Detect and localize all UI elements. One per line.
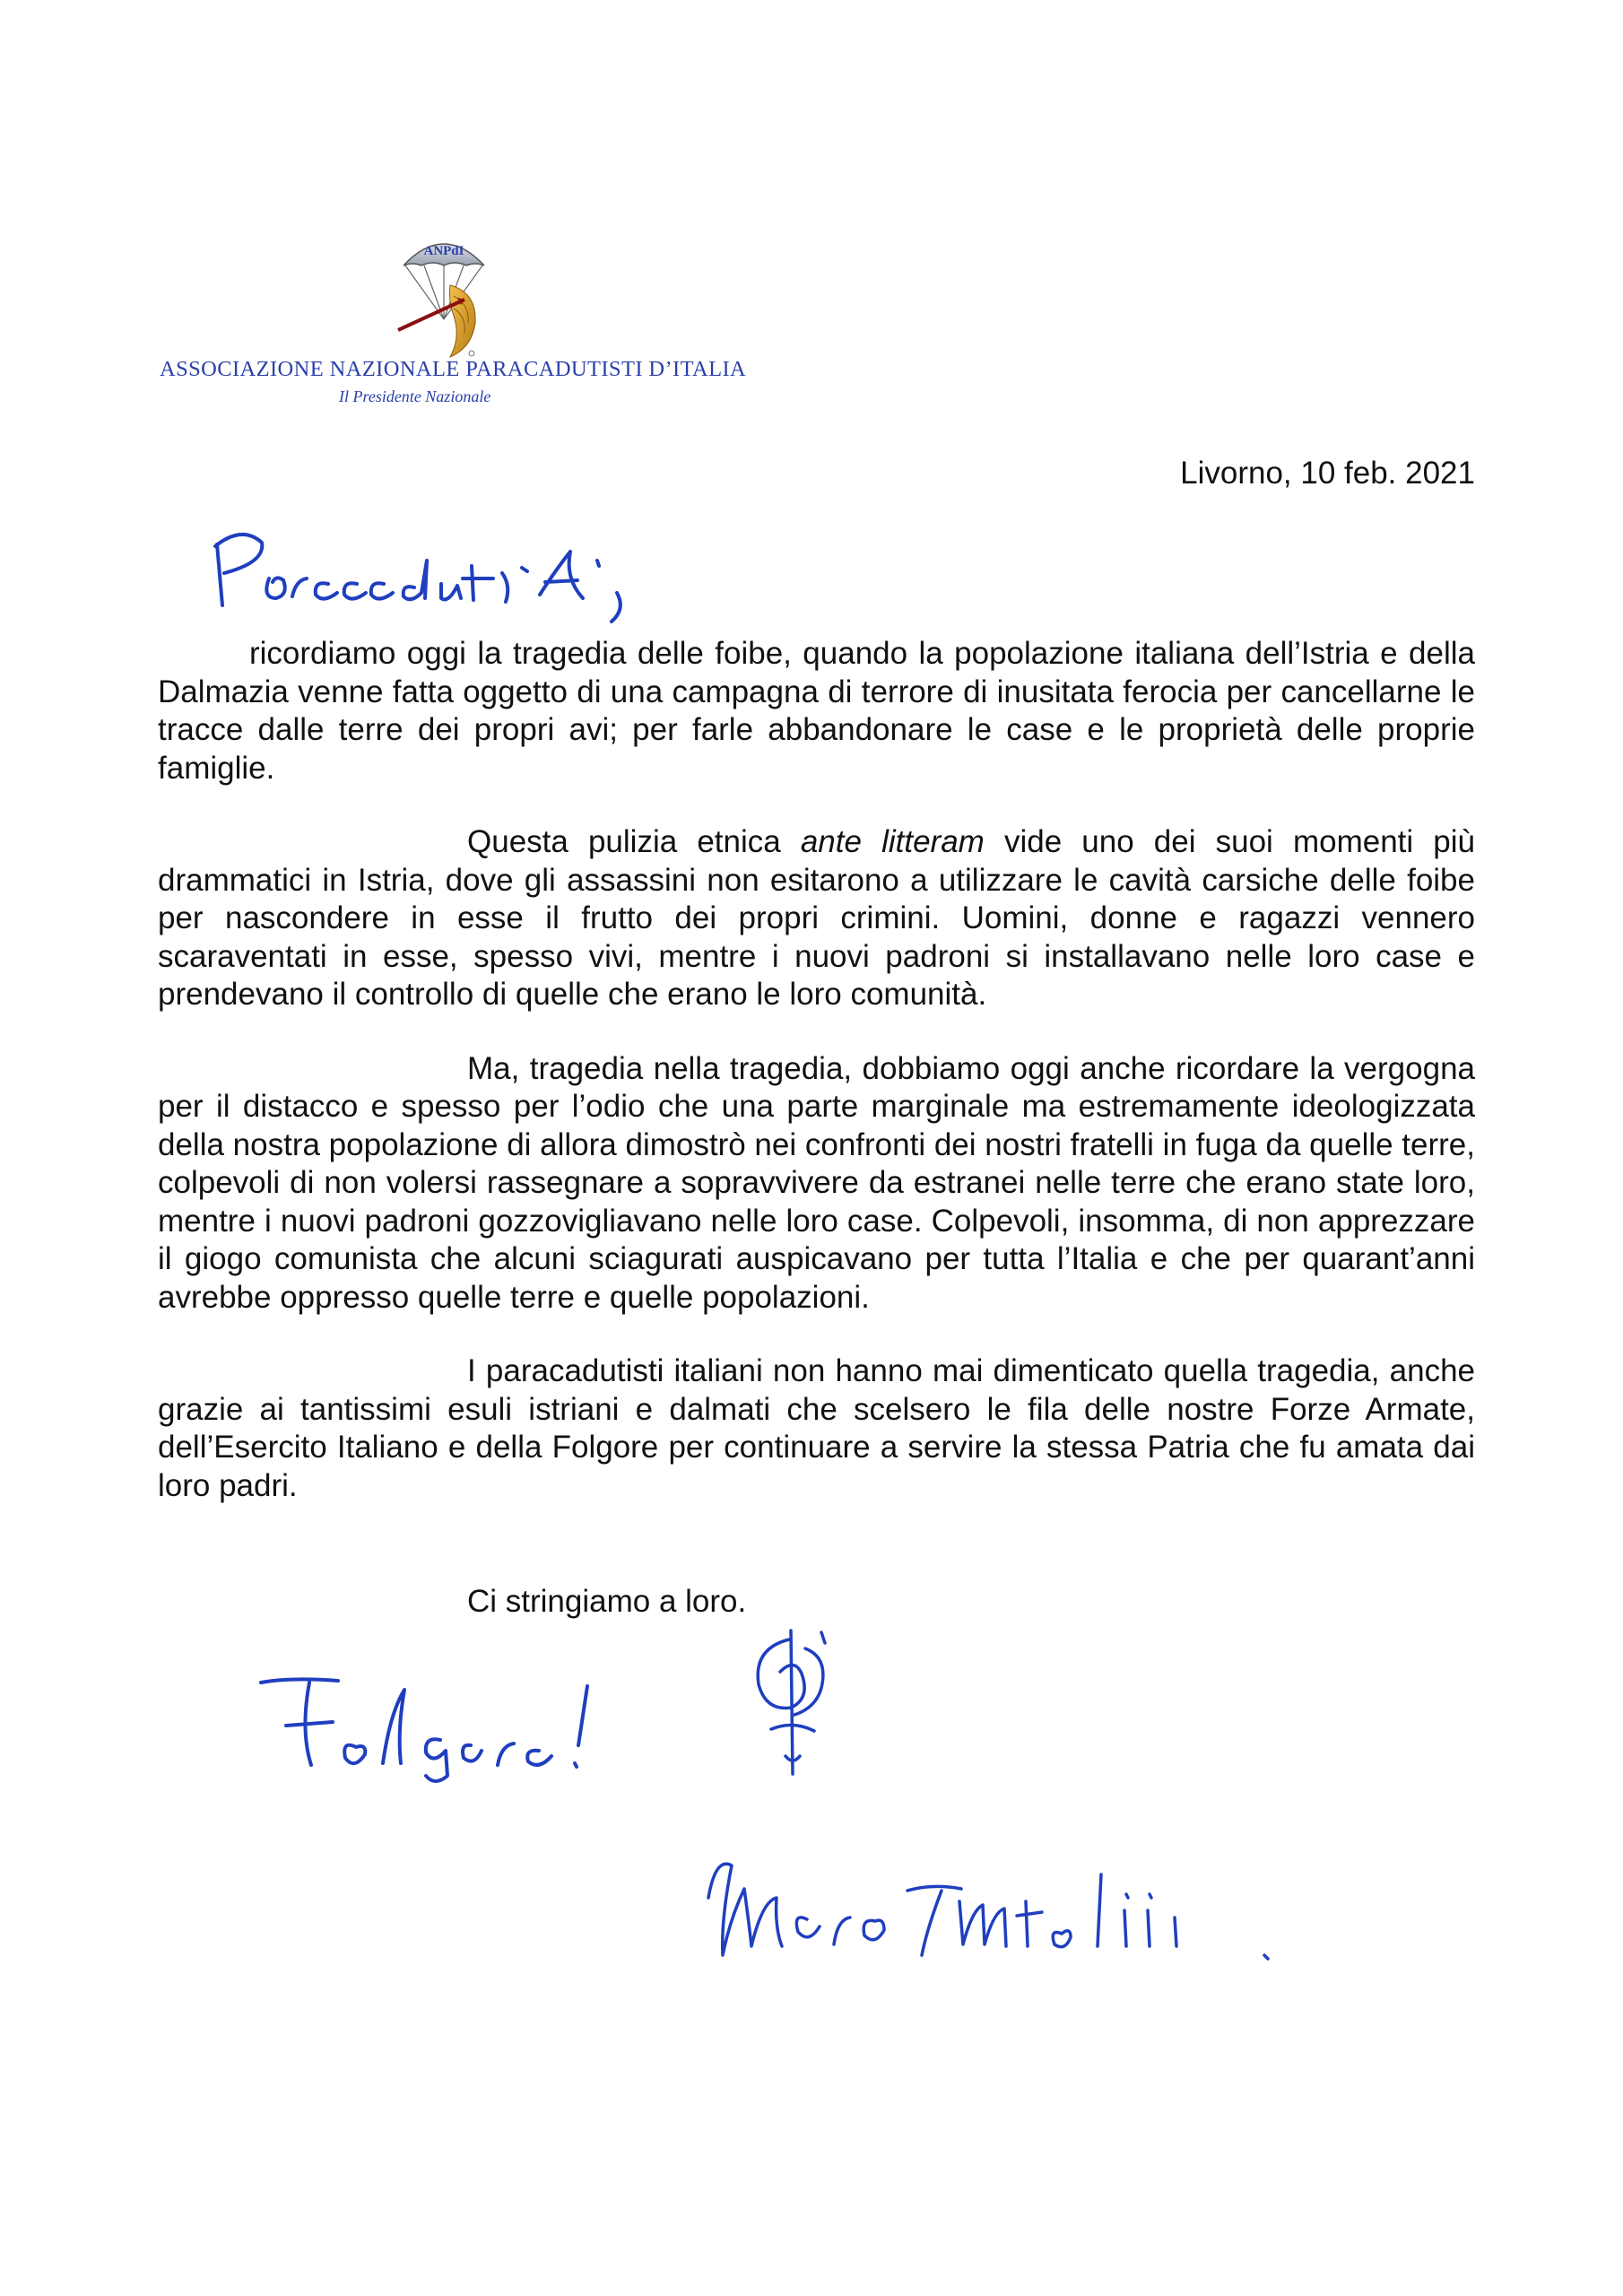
organization-name: ASSOCIAZIONE NAZIONALE PARACADUTISTI D’ITALIA — [160, 357, 747, 381]
letter-date: Livorno, 10 feb. 2021 — [1180, 456, 1475, 491]
handwritten-emblem-mark — [735, 1622, 852, 1792]
paragraph-2-start: Questa pulizia etnica — [467, 824, 801, 859]
organization-role: Il Presidente Nazionale — [339, 387, 491, 405]
letter-body — [158, 635, 1475, 1505]
paragraph-3: Ma, tragedia nella tragedia, dobbiamo oggi anche ricordare la vergogna per il distacco e spesso per l’odio che una parte marginale ma estremamente ideologizzata della nostra popolazione di allora dimostrò nei confronti dei nostri fratelli in fuga da quelle terre, colpevoli di non volersi rassegnare a sopravvivere da estranei nelle terre che erano state loro, mentre i nuovi padroni gozzovigliavano nelle loro case. Colpevoli, insomma, di non apprezzare il giogo comunista che alcuni sciagurati auspicavano per tutta l’Italia e che per quarant’anni avrebbe oppresso quelle terre e quelle popolazioni. — [158, 1050, 1475, 1315]
handwritten-signature — [699, 1812, 1327, 1973]
handwritten-salutation — [206, 516, 780, 623]
paragraph-2 — [158, 823, 1475, 1014]
paragraph-1: ricordiamo oggi la tragedia delle foibe, quando la popolazione italiana dell’Istria e della Dalmazia venne fatta oggetto di una campagna di terrore di inusitata ferocia per cancellarne le tracce dalle terre dei propri avi; per farle abbandonare le case e le proprietà delle proprie famiglie. — [158, 636, 1475, 786]
svg-text:ANPdI: ANPdI — [423, 244, 464, 258]
paragraph-4: I paracadutisti italiani non hanno mai dimenticato quella tragedia, anche grazie ai tantissimi esuli istriani e dalmati che scelsero le fila delle nostre Forze Armate, dell’Esercito Italiano e della Folgore per continuare a servire la stessa Patria che fu amata dai loro padri. — [158, 1353, 1475, 1503]
paragraph-2-emphasis: ante litteram — [800, 824, 985, 859]
closing-line: Ci stringiamo a loro. — [467, 1584, 747, 1619]
paragraph-2-end: vide uno dei suoi momenti più drammatici in Istria, dove gli assassini non esitarono a utilizzare le cavità carsiche delle foibe per nascondere in esse il frutto dei propri crimini. Uomini, donne e ragazzi vennero scaraventati in esse, spesso vivi, mentre i nuovi padroni si installavano nelle loro case e prendevano il controllo di quelle che erano le loro comunità. — [158, 824, 1475, 1012]
handwritten-folgore — [256, 1650, 632, 1785]
anpdi-parachute-logo-icon — [395, 222, 493, 366]
